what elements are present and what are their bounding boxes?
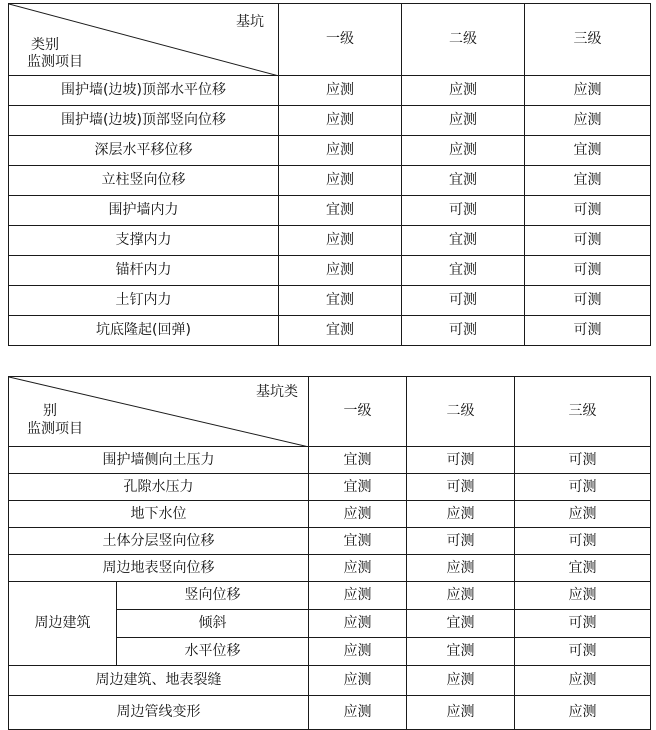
value-cell: 可测 bbox=[402, 316, 525, 346]
table-row bbox=[9, 501, 651, 528]
value-cell: 应测 bbox=[525, 76, 651, 106]
value-cell: 宜测 bbox=[402, 256, 525, 286]
header-level-1: 一级 bbox=[309, 377, 407, 447]
value-cell: 应测 bbox=[515, 582, 651, 610]
header-level-1: 一级 bbox=[279, 4, 402, 76]
header-level-3: 三级 bbox=[515, 377, 651, 447]
table-header-row bbox=[9, 4, 651, 76]
value-cell: 宜测 bbox=[279, 286, 402, 316]
table-row bbox=[9, 166, 651, 196]
value-cell: 应测 bbox=[279, 136, 402, 166]
value-cell: 可测 bbox=[515, 638, 651, 666]
value-cell: 应测 bbox=[407, 501, 515, 528]
value-cell: 应测 bbox=[279, 226, 402, 256]
item-cell: 深层水平移位移 bbox=[9, 136, 279, 166]
corner-top-label: 基坑类 bbox=[256, 384, 298, 400]
value-cell: 应测 bbox=[309, 610, 407, 638]
item-cell: 周边管线变形 bbox=[9, 696, 309, 730]
item-cell: 周边建筑、地表裂缝 bbox=[9, 666, 309, 696]
value-cell: 应测 bbox=[515, 666, 651, 696]
value-cell: 应测 bbox=[525, 106, 651, 136]
sub-item-cell: 竖向位移 bbox=[117, 582, 309, 610]
item-cell: 围护墙内力 bbox=[9, 196, 279, 226]
value-cell: 应测 bbox=[402, 136, 525, 166]
table-row bbox=[9, 696, 651, 730]
value-cell: 应测 bbox=[407, 666, 515, 696]
item-cell: 围护墙侧向土压力 bbox=[9, 447, 309, 474]
item-cell: 周边地表竖向位移 bbox=[9, 555, 309, 582]
value-cell: 应测 bbox=[309, 501, 407, 528]
value-cell: 可测 bbox=[407, 528, 515, 555]
value-cell: 应测 bbox=[402, 76, 525, 106]
value-cell: 可测 bbox=[515, 610, 651, 638]
value-cell: 应测 bbox=[309, 638, 407, 666]
corner-bottom-label-1: 别 bbox=[43, 403, 57, 419]
value-cell: 可测 bbox=[402, 196, 525, 226]
value-cell: 宜测 bbox=[309, 447, 407, 474]
sub-item-cell: 水平位移 bbox=[117, 638, 309, 666]
table-row bbox=[9, 528, 651, 555]
value-cell: 宜测 bbox=[407, 610, 515, 638]
header-level-2: 二级 bbox=[402, 4, 525, 76]
item-cell: 孔隙水压力 bbox=[9, 474, 309, 501]
table-row bbox=[9, 582, 651, 610]
item-cell: 围护墙(边坡)顶部竖向位移 bbox=[9, 106, 279, 136]
value-cell: 应测 bbox=[407, 555, 515, 582]
value-cell: 宜测 bbox=[402, 226, 525, 256]
table-row bbox=[9, 555, 651, 582]
value-cell: 可测 bbox=[407, 474, 515, 501]
table-row bbox=[9, 256, 651, 286]
table-row bbox=[9, 226, 651, 256]
value-cell: 应测 bbox=[309, 666, 407, 696]
table-row bbox=[9, 136, 651, 166]
table-row bbox=[9, 447, 651, 474]
header-level-2: 二级 bbox=[407, 377, 515, 447]
value-cell: 宜测 bbox=[525, 136, 651, 166]
value-cell: 应测 bbox=[407, 696, 515, 730]
value-cell: 宜测 bbox=[279, 196, 402, 226]
value-cell: 应测 bbox=[279, 76, 402, 106]
item-cell: 锚杆内力 bbox=[9, 256, 279, 286]
header-corner-cell bbox=[9, 377, 309, 447]
value-cell: 可测 bbox=[525, 226, 651, 256]
value-cell: 应测 bbox=[279, 166, 402, 196]
value-cell: 宜测 bbox=[402, 166, 525, 196]
value-cell: 宜测 bbox=[525, 166, 651, 196]
item-cell: 土钉内力 bbox=[9, 286, 279, 316]
value-cell: 应测 bbox=[309, 696, 407, 730]
value-cell: 应测 bbox=[402, 106, 525, 136]
header-corner-cell bbox=[9, 4, 279, 76]
value-cell: 宜测 bbox=[279, 316, 402, 346]
value-cell: 可测 bbox=[525, 196, 651, 226]
corner-bottom-label-1: 类别 bbox=[31, 37, 59, 53]
item-cell: 立柱竖向位移 bbox=[9, 166, 279, 196]
value-cell: 应测 bbox=[309, 582, 407, 610]
table-row bbox=[9, 76, 651, 106]
item-cell: 地下水位 bbox=[9, 501, 309, 528]
group-label-cell: 周边建筑 bbox=[9, 582, 117, 666]
value-cell: 应测 bbox=[279, 106, 402, 136]
header-level-3: 三级 bbox=[525, 4, 651, 76]
monitoring-table-2 bbox=[8, 376, 651, 730]
table-header-row bbox=[9, 377, 651, 447]
value-cell: 宜测 bbox=[407, 638, 515, 666]
item-cell: 坑底隆起(回弹) bbox=[9, 316, 279, 346]
table-row bbox=[9, 196, 651, 226]
value-cell: 应测 bbox=[309, 555, 407, 582]
corner-bottom-label-2: 监测项目 bbox=[27, 54, 83, 70]
value-cell: 应测 bbox=[515, 696, 651, 730]
item-cell: 围护墙(边坡)顶部水平位移 bbox=[9, 76, 279, 106]
corner-bottom-label-2: 监测项目 bbox=[27, 421, 83, 437]
value-cell: 可测 bbox=[515, 474, 651, 501]
value-cell: 可测 bbox=[402, 286, 525, 316]
corner-top-label: 基坑 bbox=[236, 14, 264, 30]
monitoring-table-1 bbox=[8, 3, 651, 346]
table-row bbox=[9, 666, 651, 696]
item-cell: 支撑内力 bbox=[9, 226, 279, 256]
value-cell: 应测 bbox=[407, 582, 515, 610]
item-cell: 土体分层竖向位移 bbox=[9, 528, 309, 555]
sub-item-cell: 倾斜 bbox=[117, 610, 309, 638]
table-row bbox=[9, 106, 651, 136]
value-cell: 可测 bbox=[515, 528, 651, 555]
value-cell: 可测 bbox=[525, 316, 651, 346]
value-cell: 应测 bbox=[279, 256, 402, 286]
value-cell: 宜测 bbox=[309, 528, 407, 555]
value-cell: 可测 bbox=[525, 286, 651, 316]
table-row bbox=[9, 474, 651, 501]
table-row bbox=[9, 316, 651, 346]
value-cell: 可测 bbox=[525, 256, 651, 286]
value-cell: 宜测 bbox=[515, 555, 651, 582]
value-cell: 应测 bbox=[515, 501, 651, 528]
value-cell: 可测 bbox=[515, 447, 651, 474]
value-cell: 宜测 bbox=[309, 474, 407, 501]
table-row bbox=[9, 286, 651, 316]
value-cell: 可测 bbox=[407, 447, 515, 474]
